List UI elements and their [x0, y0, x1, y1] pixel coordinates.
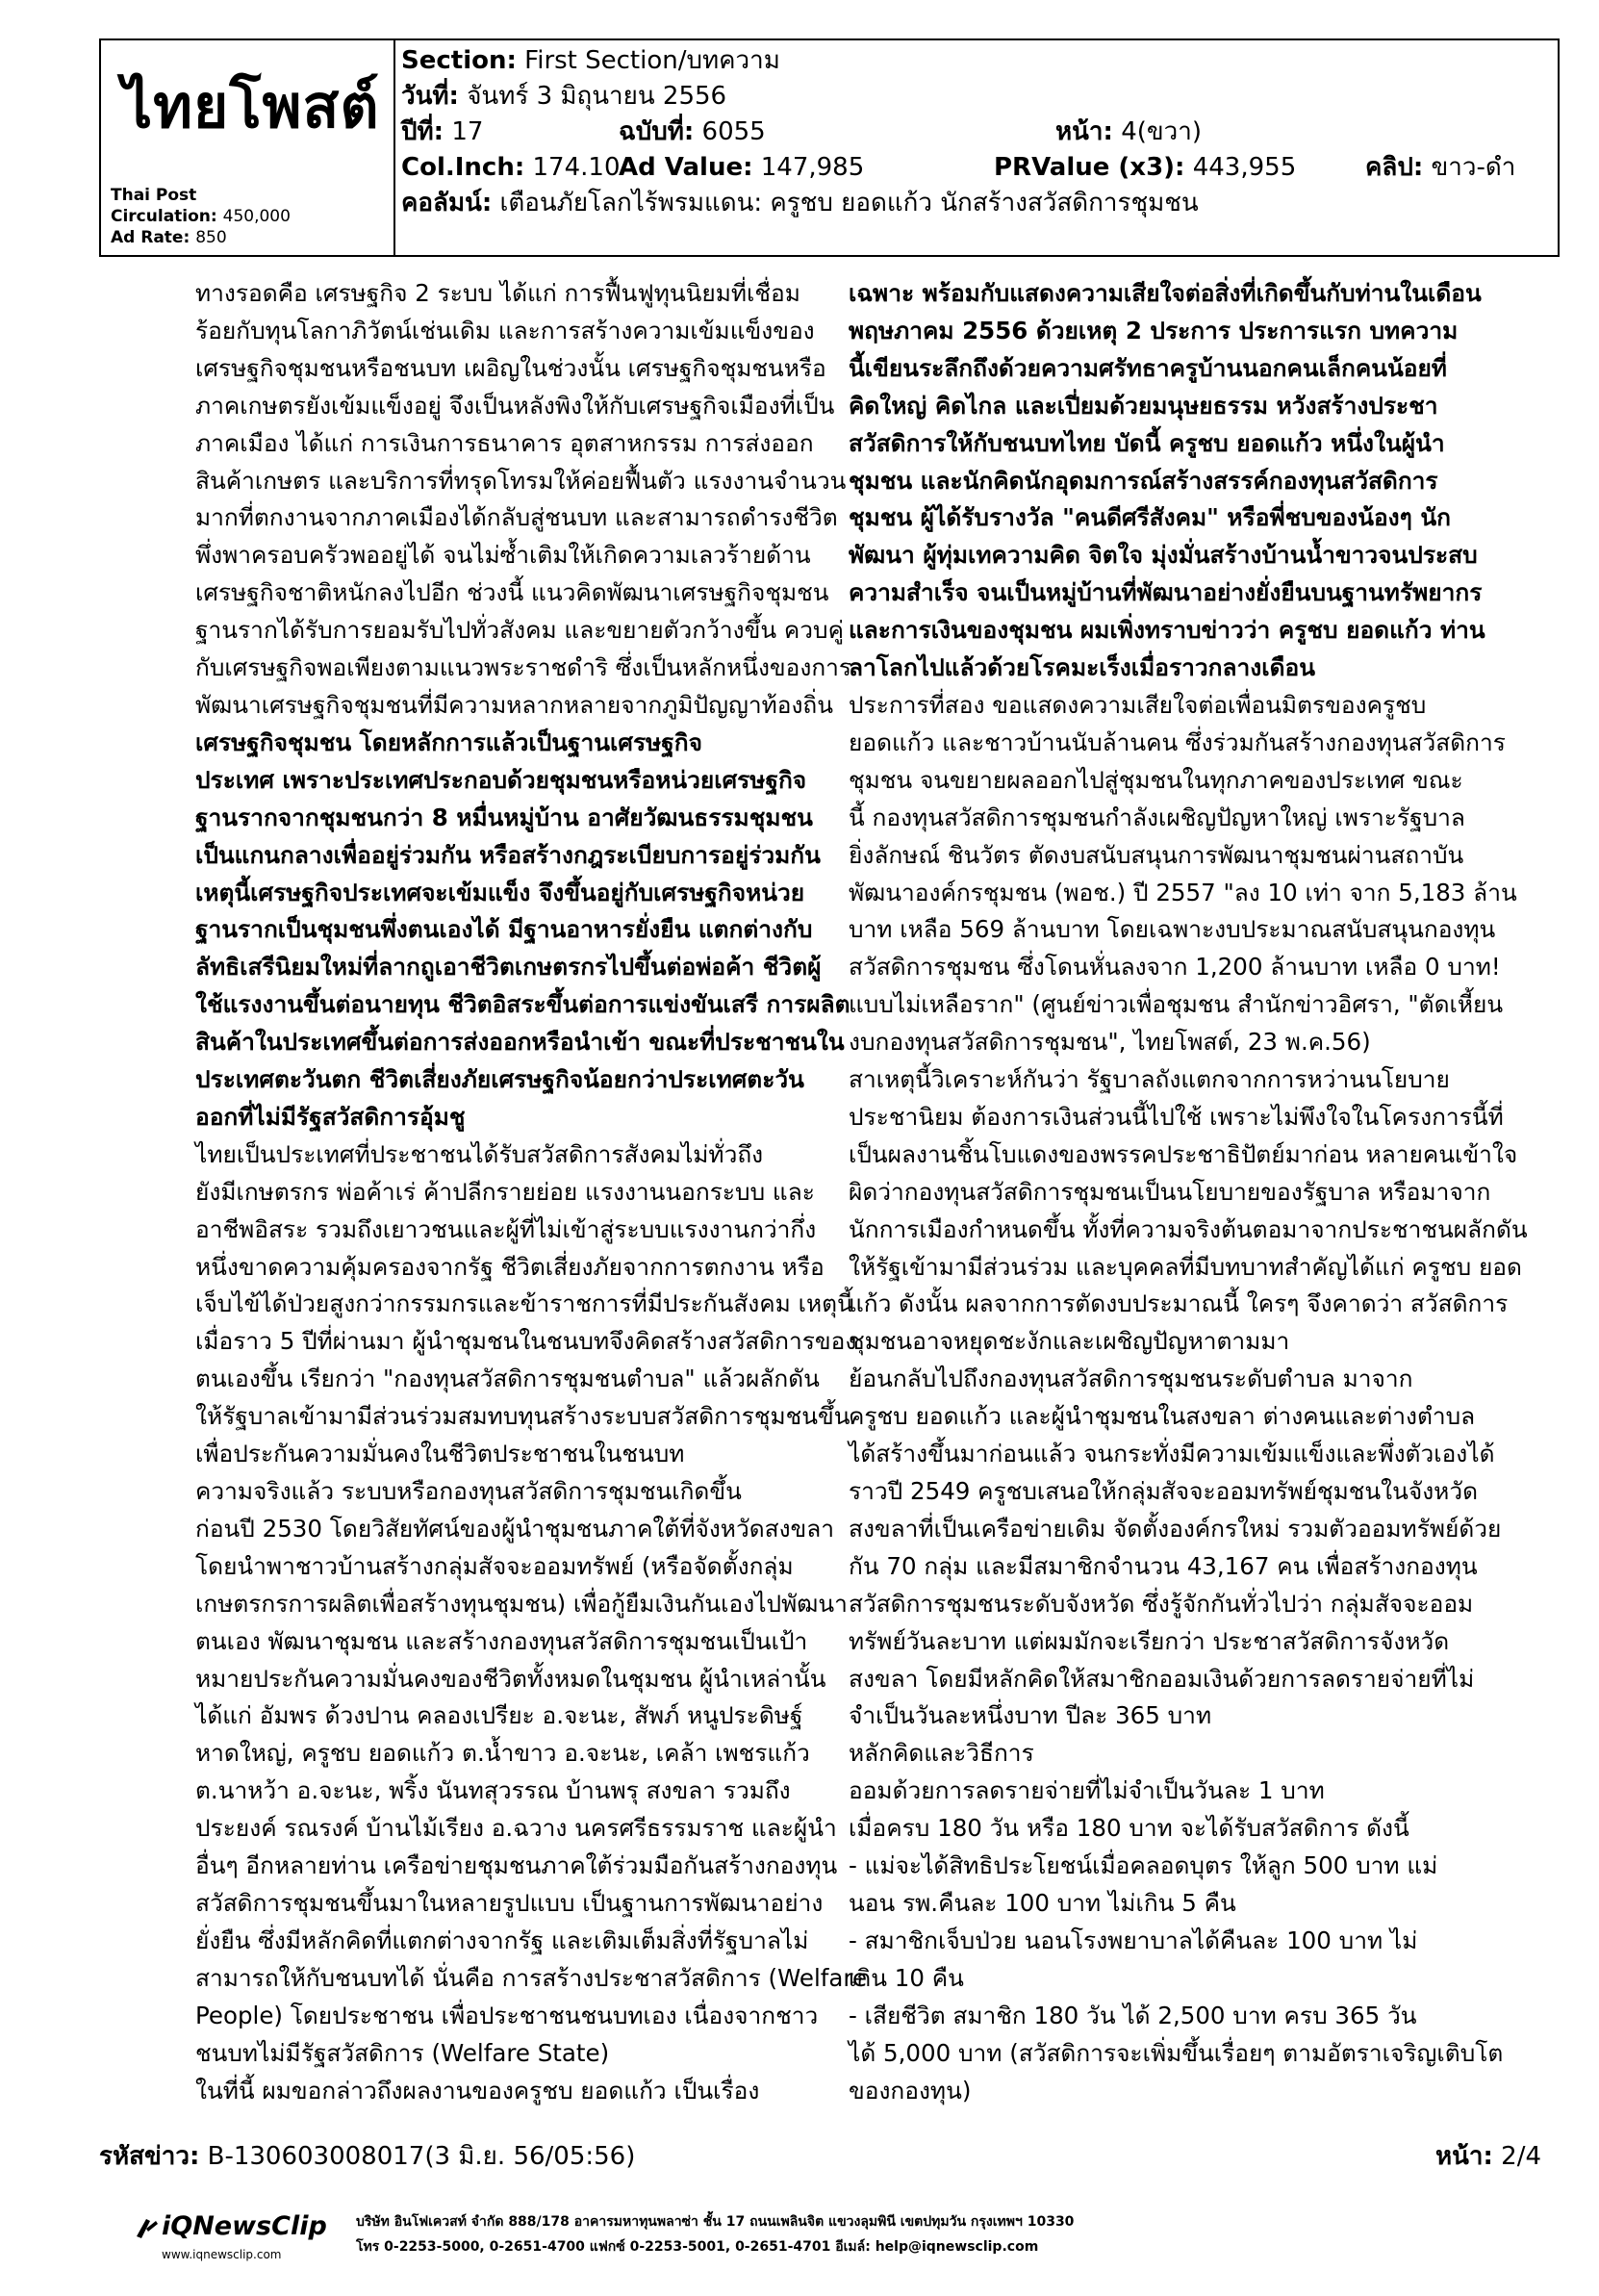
article-line: พึ่งพาครอบครัวพออยู่ได้ จนไม่ซ้ำเติมให้เกิดความเลวร้ายด้าน	[195, 541, 811, 570]
article-line: นอน รพ.คืนละ 100 บาท ไม่เกิน 5 คืน	[849, 1888, 1236, 1917]
article-line: หมายประกันความมั่นคงของชีวิตทั้งหมดในชุมชน ผู้นำเหล่านั้น	[195, 1664, 826, 1693]
advalue-field: Ad Value: 147,985	[619, 153, 865, 182]
article-line: ลาโลกไปแล้วด้วยโรคมะเร็งเมื่อราวกลางเดือน	[849, 653, 1315, 682]
article-line: ทรัพย์วันละบาท แต่ผมมักจะเรียกว่า ประชาสวัสดิการจังหวัด	[849, 1626, 1450, 1655]
article-line: คิดใหญ่ คิดไกล และเปี่ยมด้วยมนุษยธรรม หวังสร้างประชา	[849, 391, 1438, 420]
article-line: เศรษฐกิจชุมชนหรือชนบท เผอิญในช่วงนั้น เศรษฐกิจชุมชนหรือ	[195, 353, 826, 382]
article-line: ชุมชน ผู้ได้รับรางวัล "คนดีศรีสังคม" หรือพี่ชบของน้องๆ นัก	[849, 503, 1451, 532]
iqnewsclip-url: www.iqnewsclip.com	[162, 2248, 282, 2261]
article-line: นี้เขียนระลึกถึงด้วยความศรัทธาครูบ้านนอกคนเล็กคนน้อยที่	[849, 353, 1447, 382]
article-line: - แม่จะได้สิทธิประโยชน์เมื่อคลอดบุตร ให้ลูก 500 บาท แม่	[849, 1851, 1438, 1880]
iqnewsclip-logo: iQNewsClip	[133, 2211, 327, 2241]
article-line: ยังมีเกษตรกร พ่อค้าเร่ ค้าปลีกรายย่อย แรงงานนอกระบบ และ	[195, 1177, 815, 1206]
article-line: - เสียชีวิต สมาชิก 180 วัน ได้ 2,500 บาท ครบ 365 วัน	[849, 2001, 1417, 2029]
publisher-info	[111, 185, 291, 248]
article-line: เป็นแกนกลางเพื่ออยู่ร่วมกัน หรือสร้างกฎระเบียบการอยู่ร่วมกัน	[195, 840, 821, 869]
article-line: ความสำเร็จ จนเป็นหมู่บ้านที่พัฒนาอย่างยั่งยืนบนฐานทรัพยากร	[849, 578, 1483, 607]
article-line: เฉพาะ พร้อมกับแสดงความเสียใจต่อสิ่งที่เกิดขึ้นกับท่านในเดือน	[849, 279, 1482, 307]
article-column-right	[849, 275, 1528, 2109]
article-line: สงขลาที่เป็นเครือข่ายเดิม จัดตั้งองค์กรใหม่ รวมตัวออมทรัพย์ด้วย	[849, 1514, 1502, 1543]
article-line: เศรษฐกิจชาติหนักลงไปอีก ช่วงนี้ แนวคิดพัฒนาเศรษฐกิจชุมชน	[195, 578, 829, 607]
article-line: ร้อยกับทุนโลกาภิวัตน์เช่นเดิม และการสร้างความเข้มแข็งของ	[195, 316, 815, 344]
article-line: ประเทศ เพราะประเทศประกอบด้วยชุมชนหรือหน่วยเศรษฐกิจ	[195, 765, 807, 794]
article-line: ให้รัฐเข้ามามีส่วนร่วม และบุคคลที่มีบทบาทสำคัญได้แก่ ครูชบ ยอด	[849, 1252, 1522, 1281]
date-row: วันที่: จันทร์ 3 มิถุนายน 2556	[401, 82, 727, 111]
article-line: ออมด้วยการลดรายจ่ายที่ไม่จำเป็นวันละ 1 บาท	[849, 1776, 1325, 1805]
column-row: คอลัมน์: เตือนภัยโลกไร้พรมแดน: ครูชบ ยอดแก้ว นักสร้างสวัสดิการชุมชน	[401, 189, 1199, 217]
article-line: สวัสดิการชุมชนขึ้นมาในหลายรูปแบบ เป็นฐานการพัฒนาอย่าง	[195, 1888, 824, 1917]
article-line: ทางรอดคือ เศรษฐกิจ 2 ระบบ ได้แก่ การฟื้นฟูทุนนิยมที่เชื่อม	[195, 279, 800, 307]
article-line: ต.นาหว้า อ.จะนะ, พริ้ง นันทสุวรรณ บ้านพรุ สงขลา รวมถึง	[195, 1776, 791, 1805]
quill-icon	[133, 2215, 160, 2240]
clip-header	[99, 38, 1560, 257]
article-line: ความจริงแล้ว ระบบหรือกองทุนสวัสดิการชุมชนเกิดขึ้น	[195, 1477, 742, 1505]
page-number: หน้า: 2/4	[1434, 2142, 1541, 2171]
article-line: กับเศรษฐกิจพอเพียงตามแนวพระราชดำริ ซึ่งเป็นหลักหนึ่งของการ	[195, 653, 852, 682]
article-line: มากที่ตกงานจากภาคเมืองได้กลับสู่ชนบท และสามารถดำรงชีวิต	[195, 503, 838, 532]
article-line: ผิดว่ากองทุนสวัสดิการชุมชนเป็นนโยบายของรัฐบาล หรือมาจาก	[849, 1177, 1491, 1206]
article-line: ครูชบ ยอดแก้ว และผู้นำชุมชนในสงขลา ต่างคนและต่างตำบล	[849, 1402, 1476, 1431]
article-line: ประชานิยม ต้องการเงินส่วนนี้ไปใช้ เพราะไม่พึงใจในโครงการนี้ที่	[849, 1102, 1504, 1131]
article-line: ภาคเกษตรยังเข้มแข็งอยู่ จึงเป็นหลังพิงให้กับเศรษฐกิจเมืองที่เป็น	[195, 391, 835, 420]
article-line: เกษตรกรการผลิตเพื่อสร้างทุนชุมชน) เพื่อกู้ยืมเงินกันเองไปพัฒนา	[195, 1589, 848, 1618]
article-line: เจ็บไข้ได้ป่วยสูงกว่ากรรมกรและข้าราชการที่มีประกันสังคม เหตุนี้	[195, 1289, 853, 1318]
article-line: หาดใหญ่, ครูชบ ยอดแก้ว ต.น้ำขาว อ.จะนะ, เคล้า เพชรแก้ว	[195, 1739, 810, 1768]
article-line: นี้ กองทุนสวัสดิการชุมชนกำลังเผชิญปัญหาใหญ่ เพราะรัฐบาล	[849, 803, 1465, 831]
article-line: พัฒนาเศรษฐกิจชุมชนที่มีความหลากหลายจากภูมิปัญญาท้องถิ่น	[195, 690, 833, 719]
article-line: ใช้แรงงานขึ้นต่อนายทุน ชีวิตอิสระขึ้นต่อการแข่งขันเสรี การผลิต	[195, 990, 850, 1019]
article-line: สวัสดิการชุมชน ซึ่งโดนหั่นลงจาก 1,200 ล้านบาท เหลือ 0 บาท!	[849, 953, 1501, 982]
article-line: เมื่อครบ 180 วัน หรือ 180 บาท จะได้รับสวัสดิการ ดังนี้	[849, 1814, 1409, 1843]
article-line: ลัทธิเสรีนิยมใหม่ที่ลากถูเอาชีวิตเกษตรกรไปขึ้นต่อพ่อค้า ชีวิตผู้	[195, 953, 822, 982]
article-line: ชุมชนอาจหยุดชะงักและเผชิญปัญหาตามมา	[849, 1327, 1290, 1356]
article-line: ไทยเป็นประเทศที่ประชาชนได้รับสวัสดิการสังคมไม่ทั่วถึง	[195, 1139, 764, 1168]
thaipost-logo: ไทยโพสต์	[122, 71, 380, 141]
clip-field: คลิป: ขาว-ดำ	[1365, 153, 1516, 182]
circulation: Circulation: 450,000	[111, 207, 291, 226]
article-line: สาเหตุนี้วิเคราะห์กันว่า รัฐบาลถังแตกจากการหว่านนโยบาย	[849, 1065, 1450, 1094]
ad-rate: Ad Rate: 850	[111, 228, 227, 247]
page-field: หน้า: 4(ขวา)	[1055, 117, 1202, 146]
article-line: สวัสดิการชุมชนระดับจังหวัด ซึ่งรู้จักกันทั่วไปว่า กลุ่มสัจจะออม	[849, 1589, 1474, 1618]
article-line: ตนเองขึ้น เรียกว่า "กองทุนสวัสดิการชุมชนตำบล" แล้วผลักดัน	[195, 1365, 820, 1393]
article-line: แก้ว ดังนั้น ผลจากการตัดงบประมาณนี้ ใครๆ จึงคาดว่า สวัสดิการ	[849, 1289, 1509, 1318]
article-line: People) โดยประชาชน เพื่อประชาชนชนบทเอง เนื่องจากชาว	[195, 2001, 819, 2029]
article-line: จำเป็นวันละหนึ่งบาท ปีละ 365 บาท	[849, 1701, 1212, 1730]
article-line: สินค้าเกษตร และบริการที่ทรุดโทรมให้ค่อยฟื้นตัว แรงงานจำนวน	[195, 466, 847, 495]
publisher-panel	[101, 40, 395, 255]
article-line: สงขลา โดยมีหลักคิดให้สมาชิกออมเงินด้วยการลดรายจ่ายที่ไม่	[849, 1664, 1475, 1693]
article-line: หลักคิดและวิธีการ	[849, 1739, 1034, 1768]
article-line: สินค้าในประเทศขึ้นต่อการส่งออกหรือนำเข้า ขณะที่ประชาชนใน	[195, 1028, 845, 1057]
news-code: รหัสข่าว: B-130603008017(3 มิ.ย. 56/05:56)	[99, 2142, 636, 2171]
article-line: อาชีพอิสระ รวมถึงเยาวชนและผู้ที่ไม่เข้าสู่ระบบแรงงานกว่ากึ่ง	[195, 1214, 817, 1243]
clip-meta	[395, 40, 1558, 255]
article-line: อื่นๆ อีกหลายท่าน เครือข่ายชุมชนภาคใต้ร่วมมือกันสร้างกองทุน	[195, 1851, 838, 1880]
article-line: ฐานรากได้รับการยอมรับไปทั่วสังคม และขยายตัวกว้างขึ้น ควบคู่	[195, 616, 844, 645]
article-line: สามารถให้กับชนบทได้ นั่นคือ การสร้างประชาสวัสดิการ (Welfare	[195, 1963, 868, 1992]
article-line: พฤษภาคม 2556 ด้วยเหตุ 2 ประการ ประการแรก บทความ	[849, 316, 1459, 344]
article-line: เหตุนี้เศรษฐกิจประเทศจะเข้มแข็ง จึงขึ้นอยู่กับเศรษฐกิจหน่วย	[195, 878, 805, 906]
prvalue-field: PRValue (x3): 443,955	[994, 153, 1297, 182]
article-line: ให้รัฐบาลเข้ามามีส่วนร่วมสมทบทุนสร้างระบบสวัสดิการชุมชนขึ้น	[195, 1402, 850, 1431]
article-line: ได้ 5,000 บาท (สวัสดิการจะเพิ่มขึ้นเรื่อยๆ ตามอัตราเจริญเติบโต	[849, 2038, 1504, 2067]
article-line: เกิน 10 คืน	[849, 1963, 964, 1992]
article-line: ตนเอง พัฒนาชุมชน และสร้างกองทุนสวัสดิการชุมชนเป็นเป้า	[195, 1626, 808, 1655]
article-line: ประเทศตะวันตก ชีวิตเสี่ยงภัยเศรษฐกิจน้อยกว่าประเทศตะวัน	[195, 1065, 804, 1094]
article-line: ชนบทไม่มีรัฐสวัสดิการ (Welfare State)	[195, 2038, 610, 2067]
article-line: ได้แก่ อัมพร ด้วงปาน คลองเปรียะ อ.จะนะ, สัพภ์ หนูประดิษฐ์	[195, 1701, 803, 1730]
article-line: เป็นผลงานชิ้นโบแดงของพรรคประชาธิปัตย์มาก่อน หลายคนเข้าใจ	[849, 1139, 1518, 1168]
article-line: ประการที่สอง ขอแสดงความเสียใจต่อเพื่อนมิตรของครูชบ	[849, 690, 1427, 719]
article-line: ภาคเมือง ได้แก่ การเงินการธนาคาร อุตสาหกรรม การส่งออก	[195, 428, 814, 457]
company-address: บริษัท อินโฟเควสท์ จำกัด 888/178 อาคารมหาทุนพลาซ่า ชั้น 17 ถนนเพลินจิต แขวงลุมพินี เขตปทุมวัน กรุงเทพฯ 10330 โทร 0-2253-5000, 0-2651-4700 แฟกซ์ 0-2253-5001, 0-2651-4701 อีเมล์: help@iqnewsclip.com	[356, 2214, 1075, 2255]
article-line: ชุมชน จนขยายผลออกไปสู่ชุมชนในทุกภาคของประเทศ ขณะ	[849, 765, 1463, 794]
article-line: ในที่นี้ ผมขอกล่าวถึงผลงานของครูชบ ยอดแก้ว เป็นเรื่อง	[195, 2076, 760, 2105]
article-line: พัฒนาองค์กรชุมชน (พอช.) ปี 2557 "ลง 10 เท่า จาก 5,183 ล้าน	[849, 878, 1517, 906]
issue-field: ฉบับที่: 6055	[619, 117, 766, 146]
article-line: พัฒนา ผู้ทุ่มเทความคิด จิตใจ มุ่งมั่นสร้างบ้านน้ำขาวจนประสบ	[849, 541, 1478, 570]
article-line: กัน 70 กลุ่ม และมีสมาชิกจำนวน 43,167 คน เพื่อสร้างกองทุน	[849, 1551, 1478, 1580]
article-line: ได้สร้างขึ้นมาก่อนแล้ว จนกระทั่งมีความเข้มแข็งและพึ่งตัวเองได้	[849, 1440, 1495, 1468]
article-line: ย้อนกลับไปถึงกองทุนสวัสดิการชุมชนระดับตำบล มาจาก	[849, 1365, 1413, 1393]
article-line: ของกองทุน)	[849, 2076, 972, 2105]
article-line: นักการเมืองกำหนดขึ้น ทั้งที่ความจริงต้นตอมาจากประชาชนผลักดัน	[849, 1214, 1528, 1243]
article-line: ฐานรากจากชุมชนกว่า 8 หมื่นหมู่บ้าน อาศัยวัฒนธรรมชุมชน	[195, 803, 813, 831]
year-field: ปีที่: 17	[401, 117, 484, 146]
section-row: Section: First Section/บทความ	[401, 46, 780, 75]
article-line: หนึ่งขาดความคุ้มครองจากรัฐ ชีวิตเสี่ยงภัยจากการตกงาน หรือ	[195, 1252, 825, 1281]
article-line: ก่อนปี 2530 โดยวิสัยทัศน์ของผู้นำชุมชนภาคใต้ที่จังหวัดสงขลา	[195, 1514, 835, 1543]
article-line: งบกองทุนสวัสดิการชุมชน", ไทยโพสต์, 23 พ.ค.56)	[849, 1028, 1371, 1057]
article-line: โดยนำพาชาวบ้านสร้างกลุ่มสัจจะออมทรัพย์ (หรือจัดตั้งกลุ่ม	[195, 1551, 794, 1580]
article-line: ประยงค์ รณรงค์ บ้านไม้เรียง อ.ฉวาง นครศรีธรรมราช และผู้นำ	[195, 1814, 837, 1843]
publisher-name: Thai Post	[111, 186, 197, 205]
article-line: บาท เหลือ 569 ล้านบาท โดยเฉพาะงบประมาณสนับสนุนกองทุน	[849, 915, 1496, 944]
article-line: สวัสดิการให้กับชนบทไทย บัดนี้ ครูชบ ยอดแก้ว หนึ่งในผู้นำ	[849, 428, 1445, 457]
article-line: ออกที่ไม่มีรัฐสวัสดิการอุ้มชู	[195, 1102, 466, 1131]
article-line: ฐานรากเป็นชุมชนพึ่งตนเองได้ มีฐานอาหารยั่งยืน แตกต่างกับ	[195, 915, 813, 944]
article-line: เมื่อราว 5 ปีที่ผ่านมา ผู้นำชุมชนในชนบทจึงคิดสร้างสวัสดิการของ	[195, 1327, 857, 1356]
article-line: ราวปี 2549 ครูชบเสนอให้กลุ่มสัจจะออมทรัพย์ชุมชนในจังหวัด	[849, 1477, 1478, 1505]
article-line: แบบไม่เหลือราก" (ศูนย์ข่าวเพื่อชุมชน สำนักข่าวอิศรา, "ตัดเหี้ยน	[849, 990, 1504, 1019]
article-column-left	[195, 275, 867, 2109]
article-line: ยั่งยืน ซึ่งมีหลักคิดที่แตกต่างจากรัฐ และเติมเต็มสิ่งที่รัฐบาลไม่	[195, 1926, 809, 1954]
article-line: ชุมชน และนักคิดนักอุดมการณ์สร้างสรรค์กองทุนสวัสดิการ	[849, 466, 1438, 495]
article-line: เพื่อประกันความมั่นคงในชีวิตประชาชนในชนบท	[195, 1440, 685, 1468]
article-line: ยอดแก้ว และชาวบ้านนับล้านคน ซึ่งร่วมกันสร้างกองทุนสวัสดิการ	[849, 727, 1506, 756]
colinch-field: Col.Inch: 174.10	[401, 153, 621, 182]
article-line: และการเงินของชุมชน ผมเพิ่งทราบข่าวว่า ครูชบ ยอดแก้ว ท่าน	[849, 616, 1485, 645]
article-line: ยิ่งลักษณ์ ชินวัตร ตัดงบสนับสนุนการพัฒนาชุมชนผ่านสถาบัน	[849, 840, 1464, 869]
article-line: เศรษฐกิจชุมชน โดยหลักการแล้วเป็นฐานเศรษฐกิจ	[195, 727, 703, 756]
article-line: - สมาชิกเจ็บป่วย นอนโรงพยาบาลได้คืนละ 100 บาท ไม่	[849, 1926, 1418, 1954]
